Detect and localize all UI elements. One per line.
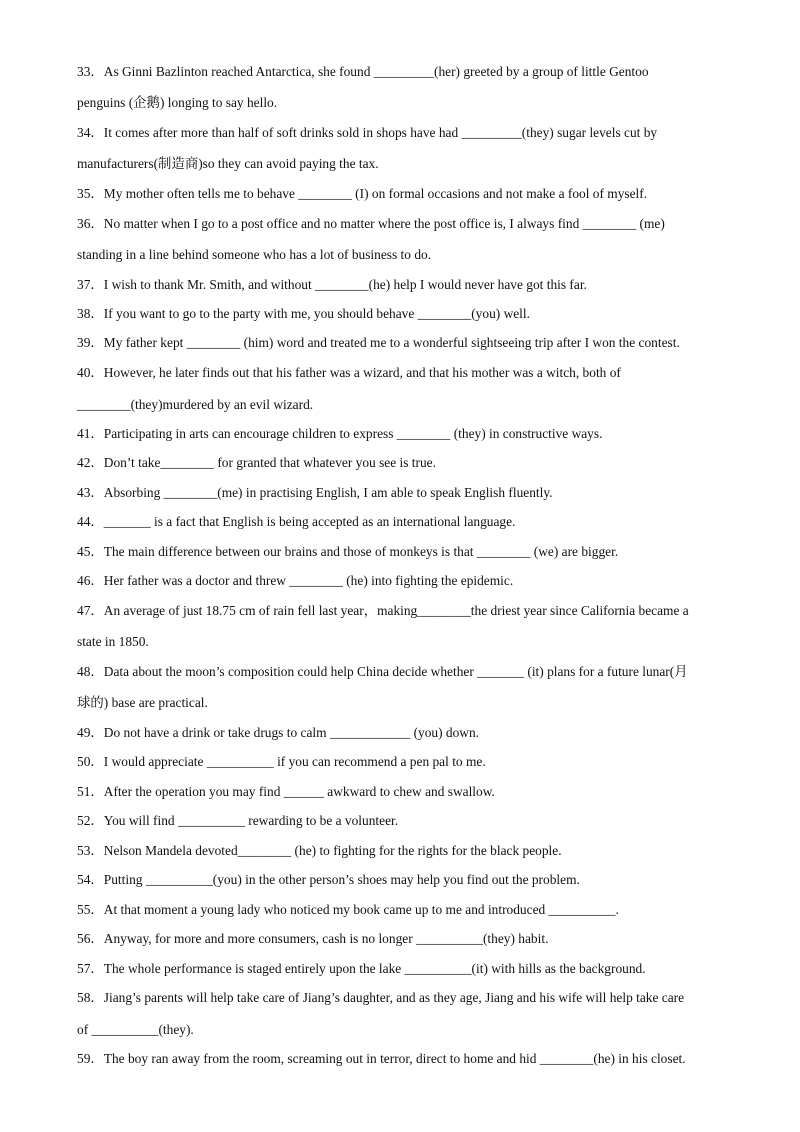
question-text: Putting __________(you) in the other person’s shoes may help you find out the problem. xyxy=(103,872,580,887)
question-text: My father kept ________ (him) word and treated me to a wonderful sightseeing trip after I won the contest. xyxy=(103,335,680,350)
question-number: 43． xyxy=(77,485,104,500)
question-text: Her father was a doctor and threw ________ (he) into fighting the epidemic. xyxy=(103,573,514,588)
question-number: 35． xyxy=(77,186,104,201)
question-text: _______ is a fact that English is being accepted as an international language. xyxy=(103,514,516,529)
question-46 xyxy=(77,573,513,589)
question-number: 41． xyxy=(77,426,104,441)
question-number: 57． xyxy=(77,961,104,976)
question-number: 33． xyxy=(77,64,104,79)
question-number: 40． xyxy=(77,365,104,380)
question-text: The boy ran away from the room, screaming out in terror, direct to home and hid ________(he) in his closet. xyxy=(103,1051,686,1066)
question-text: The whole performance is staged entirely upon the lake __________(it) with hills as the background. xyxy=(103,961,646,976)
question-number: 38． xyxy=(77,306,104,321)
question-51 xyxy=(77,784,495,800)
question-59 xyxy=(77,1051,686,1067)
question-number: 34． xyxy=(77,125,104,140)
question-53 xyxy=(77,843,562,859)
question-55 xyxy=(77,902,619,918)
question-number: 39． xyxy=(77,335,104,350)
question-number: 59． xyxy=(77,1051,104,1066)
question-text: Absorbing ________(me) in practising English, I am able to speak English fluently. xyxy=(103,485,553,500)
question-36-cont: standing in a line behind someone who has a lot of business to do. xyxy=(77,247,432,262)
question-45 xyxy=(77,544,618,560)
question-42 xyxy=(77,455,436,471)
question-33 xyxy=(77,64,649,80)
question-text: At that moment a young lady who noticed my book came up to me and introduced __________. xyxy=(103,902,619,917)
question-text: Anyway, for more and more consumers, cash is no longer __________(they) habit. xyxy=(103,931,549,946)
question-text: The main difference between our brains and those of monkeys is that ________ (we) are bigger. xyxy=(103,544,619,559)
question-number: 45． xyxy=(77,544,104,559)
question-43 xyxy=(77,485,553,501)
question-number: 37． xyxy=(77,277,104,292)
question-44 xyxy=(77,514,515,530)
question-35 xyxy=(77,186,647,202)
question-41 xyxy=(77,426,602,442)
question-number: 51． xyxy=(77,784,104,799)
question-36 xyxy=(77,216,665,232)
question-text: As Ginni Bazlinton reached Antarctica, she found _________(her) greeted by a group of little Gentoo xyxy=(103,64,649,79)
question-number: 48． xyxy=(77,664,104,679)
question-number: 58． xyxy=(77,990,104,1005)
question-number: 55． xyxy=(77,902,104,917)
question-38 xyxy=(77,306,530,322)
question-number: 50． xyxy=(77,754,104,769)
question-text: You will find __________ rewarding to be a volunteer. xyxy=(103,813,399,828)
question-57 xyxy=(77,961,646,977)
question-number: 42． xyxy=(77,455,104,470)
question-text: After the operation you may find ______ awkward to chew and swallow. xyxy=(103,784,495,799)
question-text: Data about the moon’s composition could help China decide whether _______ (it) plans for a future lunar(月 xyxy=(103,664,688,679)
question-text: Nelson Mandela devoted________ (he) to fighting for the rights for the black people. xyxy=(103,843,562,858)
question-40 xyxy=(77,365,621,381)
question-text: I would appreciate __________ if you can recommend a pen pal to me. xyxy=(103,754,486,769)
question-number: 44． xyxy=(77,514,104,529)
question-number: 52． xyxy=(77,813,104,828)
question-34 xyxy=(77,125,657,141)
question-number: 46． xyxy=(77,573,104,588)
question-48 xyxy=(77,664,688,680)
question-56 xyxy=(77,931,548,947)
question-text: I wish to thank Mr. Smith, and without ________(he) help I would never have got this far. xyxy=(103,277,587,292)
question-text: Jiang’s parents will help take care of Jiang’s daughter, and as they age, Jiang and his wife will help take care xyxy=(103,990,685,1005)
question-number: 47． xyxy=(77,603,104,618)
question-58-cont: of __________(they). xyxy=(77,1022,194,1037)
question-49 xyxy=(77,725,479,741)
question-58 xyxy=(77,990,684,1006)
question-52 xyxy=(77,813,398,829)
question-text: An average of just 18.75 cm of rain fell last year，making________the driest year since California became a xyxy=(103,603,689,618)
question-text: It comes after more than half of soft drinks sold in shops have had _________(they) sugar levels cut by xyxy=(103,125,658,140)
question-number: 56． xyxy=(77,931,104,946)
question-number: 54． xyxy=(77,872,104,887)
question-54 xyxy=(77,872,580,888)
question-text: Do not have a drink or take drugs to calm ____________ (you) down. xyxy=(103,725,480,740)
question-48-cont: 球的) base are practical. xyxy=(77,695,208,710)
question-37 xyxy=(77,277,587,293)
question-47-cont: state in 1850. xyxy=(77,634,149,649)
question-text: No matter when I go to a post office and no matter where the post office is, I always find ________ (me) xyxy=(103,216,665,231)
question-40-cont: ________(they)murdered by an evil wizard. xyxy=(77,397,314,412)
question-50 xyxy=(77,754,486,770)
question-text: Participating in arts can encourage children to express ________ (they) in constructive ways. xyxy=(103,426,603,441)
question-number: 53． xyxy=(77,843,104,858)
question-text: My mother often tells me to behave ________ (I) on formal occasions and not make a fool of myself. xyxy=(103,186,648,201)
question-47 xyxy=(77,603,689,619)
question-number: 36． xyxy=(77,216,104,231)
question-text: Don’t take________ for granted that whatever you see is true. xyxy=(103,455,436,470)
question-34-cont: manufacturers(制造商)so they can avoid paying the tax. xyxy=(77,156,379,171)
question-39 xyxy=(77,335,680,351)
question-text: If you want to go to the party with me, you should behave ________(you) well. xyxy=(103,306,530,321)
question-33-cont: penguins (企鹅) longing to say hello. xyxy=(77,95,278,110)
question-number: 49． xyxy=(77,725,104,740)
question-text: However, he later finds out that his father was a wizard, and that his mother was a witch, both of xyxy=(103,365,621,380)
